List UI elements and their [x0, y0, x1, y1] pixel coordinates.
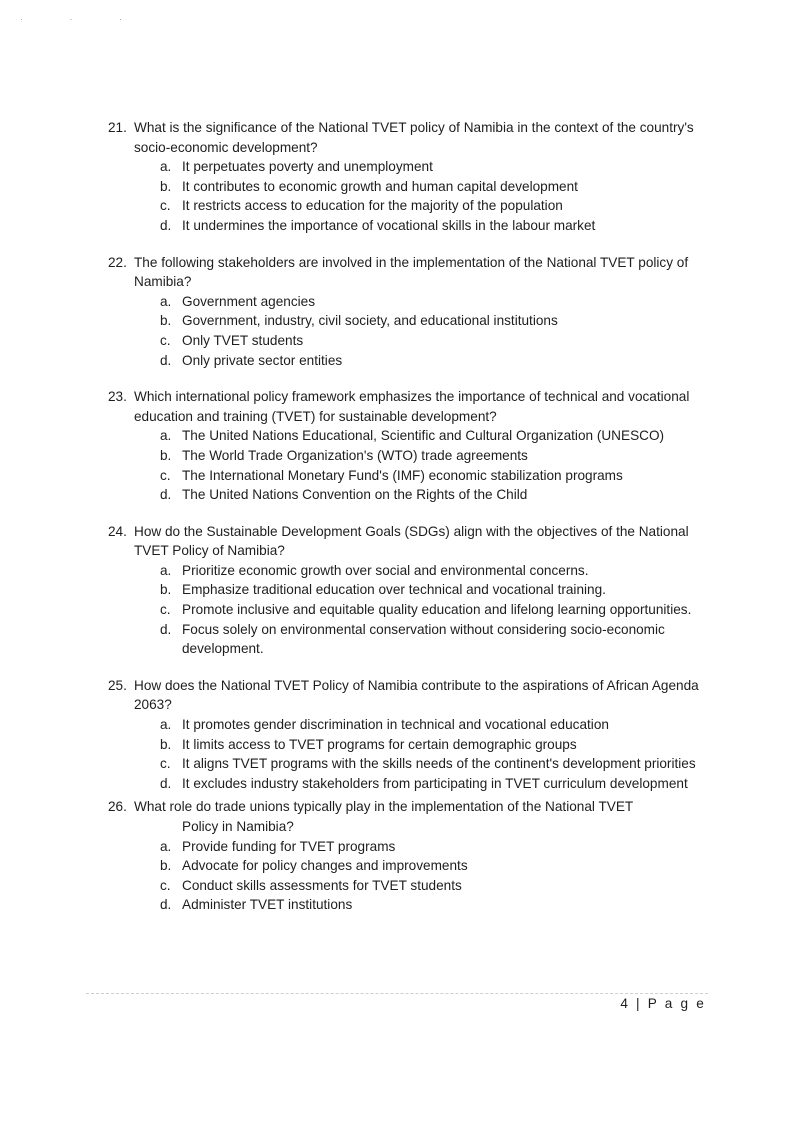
question-text: How does the National TVET Policy of Namibia contribute to the aspirations of African Agenda 2063?: [134, 677, 699, 713]
question-number: 24.: [108, 523, 127, 539]
option-label: c.: [160, 877, 171, 893]
option-label: c.: [160, 198, 171, 214]
option-text: Provide funding for TVET programs: [182, 838, 396, 854]
question-number: 22.: [108, 254, 127, 270]
question-25: [108, 676, 720, 794]
option-text: It excludes industry stakeholders from participating in TVET curriculum development: [182, 775, 688, 791]
option-text: Only private sector entities: [182, 352, 343, 368]
option-text: The United Nations Educational, Scientific and Cultural Organization (UNESCO): [182, 428, 665, 444]
question-26: [108, 797, 720, 915]
option-b: [160, 735, 720, 755]
option-a: [160, 715, 720, 735]
option-text: Advocate for policy changes and improvements: [182, 858, 468, 874]
option-label: a.: [160, 293, 172, 309]
option-text: The United Nations Convention on the Rights of the Child: [182, 487, 528, 503]
option-c: [160, 876, 720, 896]
option-b: [160, 856, 720, 876]
option-text: It contributes to economic growth and human capital development: [182, 178, 578, 194]
option-a: [160, 837, 720, 857]
question-22: [108, 253, 720, 371]
option-text: The International Monetary Fund's (IMF) economic stabilization programs: [182, 467, 623, 483]
option-label: b.: [160, 313, 172, 329]
option-b: [160, 446, 720, 466]
option-text: It limits access to TVET programs for certain demographic groups: [182, 736, 577, 752]
question-text: How do the Sustainable Development Goals (SDGs) align with the objectives of the National TVET Policy of Namibia?: [134, 523, 689, 559]
page-number: 4 | P a g e: [620, 996, 706, 1011]
question-text: [134, 797, 720, 836]
option-text: Only TVET students: [182, 332, 304, 348]
option-b: [160, 177, 720, 197]
option-d: [160, 485, 720, 505]
option-label: d.: [160, 621, 172, 637]
option-label: b.: [160, 447, 172, 463]
footer-divider: [86, 993, 708, 994]
option-text: It perpetuates poverty and unemployment: [182, 159, 433, 175]
option-c: [160, 466, 720, 486]
option-label: a.: [160, 838, 172, 854]
question-number: 25.: [108, 677, 127, 693]
option-text: Prioritize economic growth over social and environmental concerns.: [182, 562, 589, 578]
option-c: [160, 754, 720, 774]
option-text: Promote inclusive and equitable quality education and lifelong learning opportunities.: [182, 602, 692, 618]
option-text: Government agencies: [182, 293, 315, 309]
option-label: d.: [160, 897, 172, 913]
option-text: Administer TVET institutions: [182, 897, 353, 913]
option-a: [160, 426, 720, 446]
option-text: The World Trade Organization's (WTO) trade agreements: [182, 447, 528, 463]
question-number: 26.: [108, 799, 127, 815]
option-label: c.: [160, 602, 171, 618]
question-24: [108, 522, 720, 659]
option-text: It restricts access to education for the majority of the population: [182, 198, 563, 214]
question-number: 23.: [108, 389, 127, 405]
option-d: [160, 774, 720, 794]
option-label: c.: [160, 467, 171, 483]
option-d: [160, 620, 720, 659]
question-text-line-1: What role do trade unions typically play in the implementation of the National TVET: [134, 799, 634, 815]
option-b: [160, 580, 720, 600]
option-label: a.: [160, 562, 172, 578]
option-label: a.: [160, 717, 172, 733]
question-23: [108, 387, 720, 505]
option-text: Emphasize traditional education over technical and vocational training.: [182, 582, 606, 598]
option-label: b.: [160, 736, 172, 752]
option-a: [160, 157, 720, 177]
option-d: [160, 216, 720, 236]
option-label: d.: [160, 352, 172, 368]
option-c: [160, 600, 720, 620]
option-label: a.: [160, 428, 172, 444]
option-text: Conduct skills assessments for TVET students: [182, 877, 462, 893]
option-c: [160, 196, 720, 216]
option-label: c.: [160, 332, 171, 348]
question-text: The following stakeholders are involved in the implementation of the National TVET policy of Namibia?: [134, 254, 689, 290]
option-text: Government, industry, civil society, and educational institutions: [182, 313, 558, 329]
option-text: It undermines the importance of vocational skills in the labour market: [182, 217, 596, 233]
question-number: 21.: [108, 120, 127, 135]
option-label: b.: [160, 858, 172, 874]
option-text: It aligns TVET programs with the skills needs of the continent's development priorities: [182, 756, 696, 772]
option-d: [160, 895, 720, 915]
scan-specks: · · ·: [20, 14, 144, 24]
option-label: b.: [160, 178, 172, 194]
question-21: [108, 118, 720, 236]
option-a: [160, 292, 720, 312]
option-text: Focus solely on environmental conservation without considering socio-economic development.: [182, 621, 665, 657]
option-d: [160, 351, 720, 371]
option-b: [160, 311, 720, 331]
question-text: Which international policy framework emphasizes the importance of technical and vocational education and training (TVET) for sustainable development?: [134, 389, 690, 424]
option-c: [160, 331, 720, 351]
option-label: b.: [160, 582, 172, 598]
question-text: What is the significance of the National TVET policy of Namibia in the context of the country's socio-economic development?: [134, 120, 694, 155]
option-label: d.: [160, 487, 172, 503]
question-list: [108, 118, 720, 932]
option-label: c.: [160, 756, 171, 772]
option-label: d.: [160, 217, 172, 233]
option-label: d.: [160, 775, 172, 791]
option-label: a.: [160, 159, 172, 175]
option-text: It promotes gender discrimination in technical and vocational education: [182, 717, 609, 733]
option-a: [160, 561, 720, 581]
question-text-line-2: Policy in Namibia?: [182, 819, 294, 834]
